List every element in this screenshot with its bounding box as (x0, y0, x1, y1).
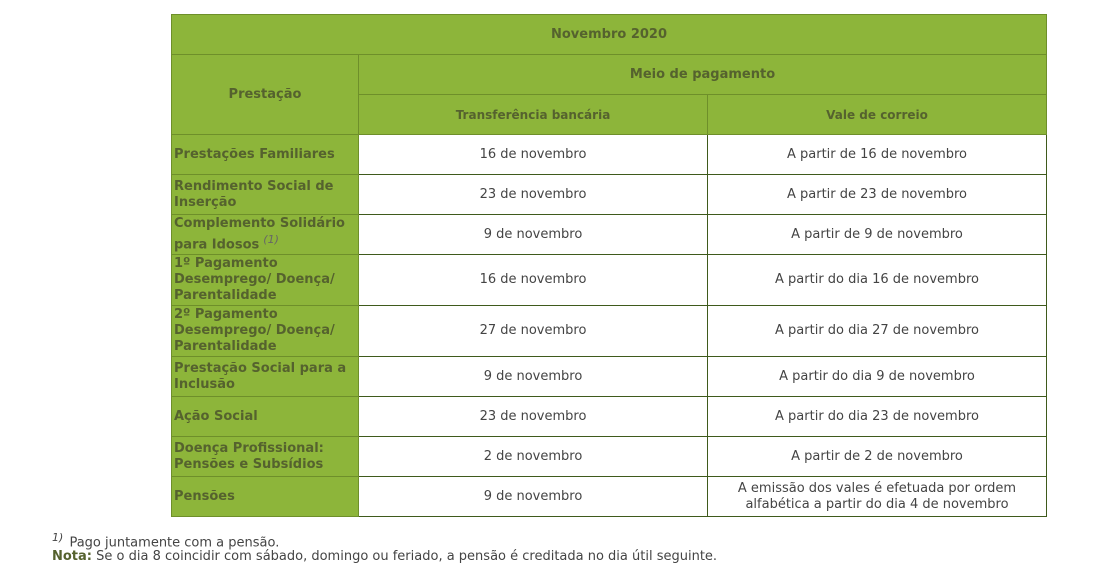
transfer-date: 16 de novembro (359, 255, 708, 306)
vale-date: A partir do dia 16 de novembro (708, 255, 1047, 306)
transfer-date: 16 de novembro (359, 135, 708, 175)
row-label-with-note (172, 215, 359, 255)
transfer-date: 27 de novembro (359, 306, 708, 357)
table-title: Novembro 2020 (172, 15, 1047, 55)
row-label: 2º Pagamento Desemprego/ Doença/ Parentalidade (172, 306, 359, 357)
row-label: Doença Profissional: Pensões e Subsídios (172, 437, 359, 477)
table-row (172, 477, 1047, 517)
table-row (172, 437, 1047, 477)
transfer-date: 9 de novembro (359, 357, 708, 397)
row-label: Prestação Social para a Inclusão (172, 357, 359, 397)
nota-label: Nota: (52, 549, 92, 564)
header-transferencia-bancaria: Transferência bancária (359, 95, 708, 135)
vale-date: A partir do dia 9 de novembro (708, 357, 1047, 397)
vale-date: A partir de 16 de novembro (708, 135, 1047, 175)
table-row (172, 306, 1047, 357)
vale-date: A partir de 9 de novembro (708, 215, 1047, 255)
row-label: Ação Social (172, 397, 359, 437)
row-label: Rendimento Social de Inserção (172, 175, 359, 215)
table-row (172, 175, 1047, 215)
header-prestacao: Prestação (172, 55, 359, 135)
table-row (172, 357, 1047, 397)
transfer-date: 9 de novembro (359, 215, 708, 255)
payment-calendar-table (171, 14, 1047, 517)
header-vale-de-correio: Vale de correio (708, 95, 1047, 135)
table-row (172, 215, 1047, 255)
header-meio-de-pagamento: Meio de pagamento (359, 55, 1047, 95)
vale-date: A partir do dia 23 de novembro (708, 397, 1047, 437)
transfer-date: 2 de novembro (359, 437, 708, 477)
row-label-text: Complemento Solidário para Idosos (174, 215, 345, 253)
table-row (172, 255, 1047, 306)
transfer-date: 23 de novembro (359, 397, 708, 437)
vale-date: A partir de 23 de novembro (708, 175, 1047, 215)
transfer-date: 9 de novembro (359, 477, 708, 517)
table-row (172, 397, 1047, 437)
vale-date: A partir do dia 27 de novembro (708, 306, 1047, 357)
footnote-mark: 1) (52, 531, 64, 544)
vale-date: A emissão dos vales é efetuada por ordem alfabética a partir do dia 4 de novembro (708, 477, 1047, 517)
row-label: 1º Pagamento Desemprego/ Doença/ Parentalidade (172, 255, 359, 306)
row-label: Prestações Familiares (172, 135, 359, 175)
nota-text: Se o dia 8 coincidir com sábado, domingo ou feriado, a pensão é creditada no dia útil seguinte. (96, 549, 718, 564)
footnote-ref: (1) (263, 232, 279, 246)
footnote-1 (52, 531, 279, 550)
transfer-date: 23 de novembro (359, 175, 708, 215)
row-label: Pensões (172, 477, 359, 517)
footnote-text: Pago juntamente com a pensão. (69, 535, 280, 551)
vale-date: A partir de 2 de novembro (708, 437, 1047, 477)
nota (52, 549, 717, 564)
table-row (172, 135, 1047, 175)
